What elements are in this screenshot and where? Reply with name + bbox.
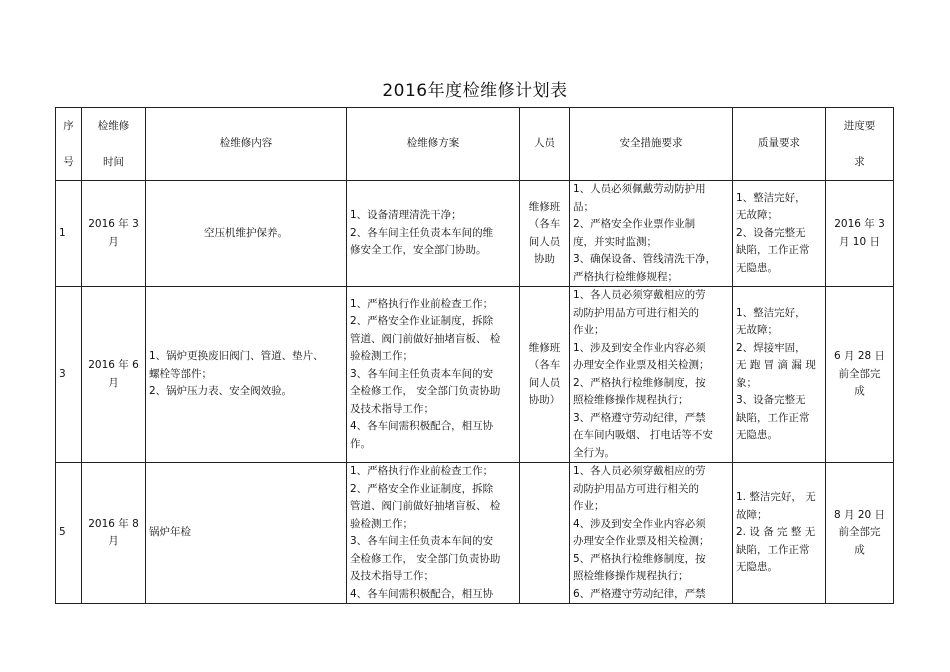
cell-line: 4、各车间需积极配合，相互协 [350, 420, 494, 433]
header-progress-line: 进度要 [843, 120, 876, 132]
cell-line: 2、严格安全作业证制度，拆除 [350, 315, 494, 328]
cell-line: 在车间内吸烟、 打电话等不安 [573, 429, 713, 441]
cell-line: 前全部完 [838, 526, 881, 539]
cell-line: 成 [854, 543, 865, 556]
header-time-line: 时间 [103, 156, 124, 168]
cell-line: 作业； [573, 324, 605, 336]
cell-line: 2、严格安全作业证制度，拆除 [350, 482, 494, 495]
cell-line: （各车 [528, 359, 561, 371]
row-safety [570, 287, 733, 463]
cell-line: 管道、阀门前做好抽堵盲板、 检 [350, 332, 501, 345]
cell-line: 5、严格执行检维修制度，按 [573, 552, 706, 565]
header-seq-line: 序 [63, 120, 74, 132]
cell-line: 及技术指导工作； [350, 402, 434, 415]
cell-line: 2、锅炉压力表、安全阀效验。 [149, 385, 293, 398]
row-time [82, 181, 146, 287]
cell-line: 动防护用品方可进行相关的 [573, 306, 699, 319]
row-quality [733, 287, 826, 463]
maintenance-plan-table [55, 107, 894, 604]
cell-line: 3、各车间主任负责本车间的安 [350, 367, 494, 380]
cell-line: 协助） [528, 394, 561, 406]
row-time [82, 463, 146, 604]
header-content: 检维修内容 [146, 108, 347, 181]
cell-line: 2016 年 8 [88, 517, 139, 530]
cell-line: 修安全工作，安全部门协助。 [350, 244, 487, 257]
cell-line: 1、人员必须佩戴劳动防护用 [573, 183, 706, 195]
row-plan [347, 181, 520, 287]
cell-line: 2. 设 备 完 整 无 [736, 526, 816, 539]
cell-line: 月 10 日 [838, 235, 881, 248]
cell-line: 缺陷，工作正常 [736, 244, 810, 257]
row-plan [347, 463, 520, 604]
cell-line: 照检维修操作规程执行； [573, 394, 689, 406]
cell-line: 成 [854, 385, 865, 398]
header-staff: 人员 [520, 108, 570, 181]
header-seq [56, 108, 82, 181]
cell-line: 协助 [534, 253, 555, 265]
cell-line: 前全部完 [838, 367, 881, 380]
cell-line: 1. 整洁完好， 无 [736, 491, 816, 504]
cell-line: 空压机维护保养。 [204, 226, 288, 239]
page-title: 2016年度检维修计划表 [382, 81, 568, 101]
row-safety [570, 463, 733, 604]
cell-line: 1、整洁完好， [736, 306, 806, 319]
header-time-line: 检维修 [97, 120, 130, 132]
row-staff [520, 287, 570, 463]
cell-line: 2、焊接牢固， [736, 341, 806, 354]
cell-line: 作。 [350, 437, 371, 450]
cell-line: 1、整洁完好， [736, 191, 806, 204]
row-content [146, 181, 347, 287]
header-time [82, 108, 146, 181]
cell-line: 月 [108, 235, 119, 248]
header-progress-line: 求 [854, 156, 865, 168]
cell-line: 2016 年 3 [834, 218, 885, 230]
row-progress [826, 287, 894, 463]
cell-line: 2、设备完整无 [736, 226, 806, 239]
cell-line: 全检修工作， 安全部门负责协助 [350, 385, 501, 398]
row-plan [347, 287, 520, 463]
cell-line: 8 月 20 日 [833, 508, 886, 521]
cell-line: 间人员 [528, 235, 561, 248]
cell-line: 办理安全作业票及相关检测； [573, 359, 710, 371]
cell-line: 1、各人员必须穿戴相应的劳 [573, 465, 706, 477]
table-row [56, 181, 894, 287]
cell-line: 1、严格执行作业前检查工作； [350, 297, 494, 310]
cell-line: 2、严格安全作业票作业制 [573, 218, 696, 230]
cell-line: 1、各人员必须穿戴相应的劳 [573, 289, 706, 301]
cell-line: 验检测工作； [350, 350, 413, 363]
cell-line: 月 [108, 535, 119, 547]
cell-line: 缺陷，工作正常 [736, 411, 810, 424]
cell-line: 办理安全作业票及相关检测； [573, 535, 710, 547]
row-content [146, 463, 347, 604]
table-row [56, 463, 894, 604]
row-progress [826, 181, 894, 287]
cell-line: 故障； [736, 508, 768, 521]
cell-line: 螺栓等部件； [149, 367, 212, 380]
cell-line: 全检修工作， 安全部门负责协助 [350, 552, 501, 565]
row-staff [520, 181, 570, 287]
cell-line: 3、设备完整无 [736, 394, 806, 406]
cell-line: 无隐患。 [736, 429, 778, 441]
header-seq-line: 号 [63, 156, 74, 168]
cell-line: 无 跑 冒 滴 漏 现 [736, 359, 816, 371]
cell-line: 4、各车间需积极配合，相互协 [350, 587, 494, 600]
cell-line: 度，并实时监测； [573, 235, 657, 248]
cell-line: 缺陷，工作正常 [736, 543, 810, 556]
row-seq: 5 [56, 463, 82, 604]
row-quality [733, 463, 826, 604]
row-seq: 3 [56, 287, 82, 463]
cell-line: 全行为。 [573, 446, 615, 459]
cell-line: 1、严格执行作业前检查工作； [350, 465, 494, 477]
cell-line: 无隐患。 [736, 261, 778, 274]
cell-line: 无故障； [736, 324, 778, 336]
cell-line: 动防护用品方可进行相关的 [573, 482, 699, 495]
header-plan: 检维修方案 [347, 108, 520, 181]
cell-line: 照检维修操作规程执行； [573, 570, 689, 582]
cell-line: 1、涉及到安全作业内容必须 [573, 341, 706, 354]
row-progress [826, 463, 894, 604]
row-safety [570, 181, 733, 287]
cell-line: 3、严格遵守劳动纪律，严禁 [573, 411, 706, 424]
cell-line: 严格执行检维修规程； [573, 270, 678, 283]
cell-line: 维修班 [528, 200, 561, 213]
cell-line: 1、设备清理清洗干净； [350, 209, 462, 222]
header-progress [826, 108, 894, 181]
cell-line: 2、各车间主任负责本车间的维 [350, 226, 494, 239]
cell-line: 及技术指导工作； [350, 570, 434, 582]
cell-line: 管道、阀门前做好抽堵盲板、 检 [350, 500, 501, 512]
cell-line: 无隐患。 [736, 561, 778, 574]
header-quality: 质量要求 [733, 108, 826, 181]
cell-line: 维修班 [528, 341, 561, 354]
row-staff [520, 463, 570, 604]
cell-line: 象； [736, 376, 757, 389]
row-seq: 1 [56, 181, 82, 287]
cell-line: 无故障； [736, 209, 778, 222]
cell-line: 6 月 28 日 [833, 350, 886, 363]
table-header-row [56, 108, 894, 181]
cell-line: 2、严格执行检维修制度，按 [573, 376, 706, 389]
cell-line: 2016 年 6 [88, 359, 139, 371]
cell-line: 月 [108, 376, 119, 389]
cell-line: 3、各车间主任负责本车间的安 [350, 535, 494, 547]
row-content [146, 287, 347, 463]
cell-line: 作业； [573, 500, 605, 512]
cell-line: 3、确保设备、管线清洗干净， [573, 253, 717, 265]
cell-line: （各车 [528, 218, 561, 230]
cell-line: 6、严格遵守劳动纪律，严禁 [573, 587, 706, 600]
cell-line: 锅炉年检 [149, 526, 191, 539]
row-quality [733, 181, 826, 287]
cell-line: 2016 年 3 [88, 218, 139, 230]
cell-line: 间人员 [528, 376, 561, 389]
header-safety: 安全措施要求 [570, 108, 733, 181]
table-row [56, 287, 894, 463]
cell-line: 验检测工作； [350, 517, 413, 530]
cell-line: 4、涉及到安全作业内容必须 [573, 517, 706, 530]
row-time [82, 287, 146, 463]
cell-line: 品； [573, 200, 594, 213]
cell-line: 1、锅炉更换废旧阀门、管道、垫片、 [149, 350, 324, 363]
